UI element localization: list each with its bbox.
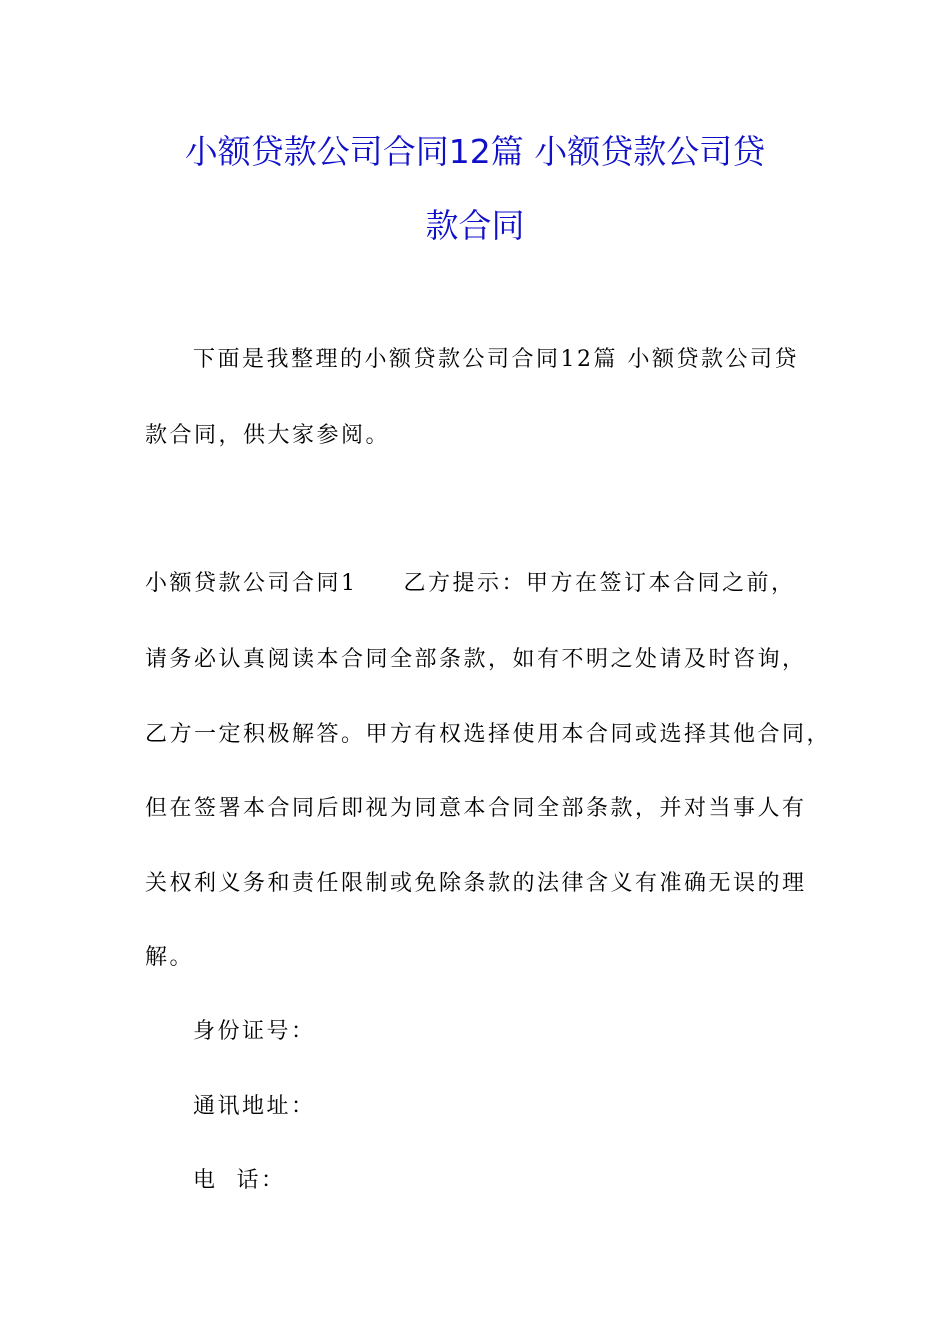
document-title-line-1: 小额贷款公司合同12篇 小额贷款公司贷 (184, 132, 766, 171)
paragraph-line-1: 乙方提示：甲方在签订本合同之前， (403, 571, 796, 596)
paragraph-line-2: 请务必认真阅读本合同全部条款，如有不明之处请及时咨询， (145, 647, 807, 672)
id-number-field-label: 身份证号： (193, 1019, 316, 1044)
section-first-line (145, 569, 796, 599)
section-heading: 小额贷款公司合同1 (145, 571, 358, 596)
paragraph-line-3: 乙方一定积极解答。甲方有权选择使用本合同或选择其他合同， (145, 722, 832, 747)
paragraph-line-5: 关权利义务和责任限制或免除条款的法律含义有准确无误的理 (145, 871, 807, 896)
address-field-label: 通讯地址： (193, 1094, 316, 1119)
phone-field-label: 电 话： (193, 1168, 286, 1193)
intro-line-1: 下面是我整理的小额贷款公司合同12篇 小额贷款公司贷 (193, 347, 799, 372)
paragraph-line-6: 解。 (145, 945, 195, 970)
intro-line-2: 款合同，供大家参阅。 (145, 423, 391, 448)
paragraph-line-4: 但在签署本合同后即视为同意本合同全部条款，并对当事人有 (145, 796, 807, 821)
document-title-line-2: 款合同 (425, 206, 525, 245)
